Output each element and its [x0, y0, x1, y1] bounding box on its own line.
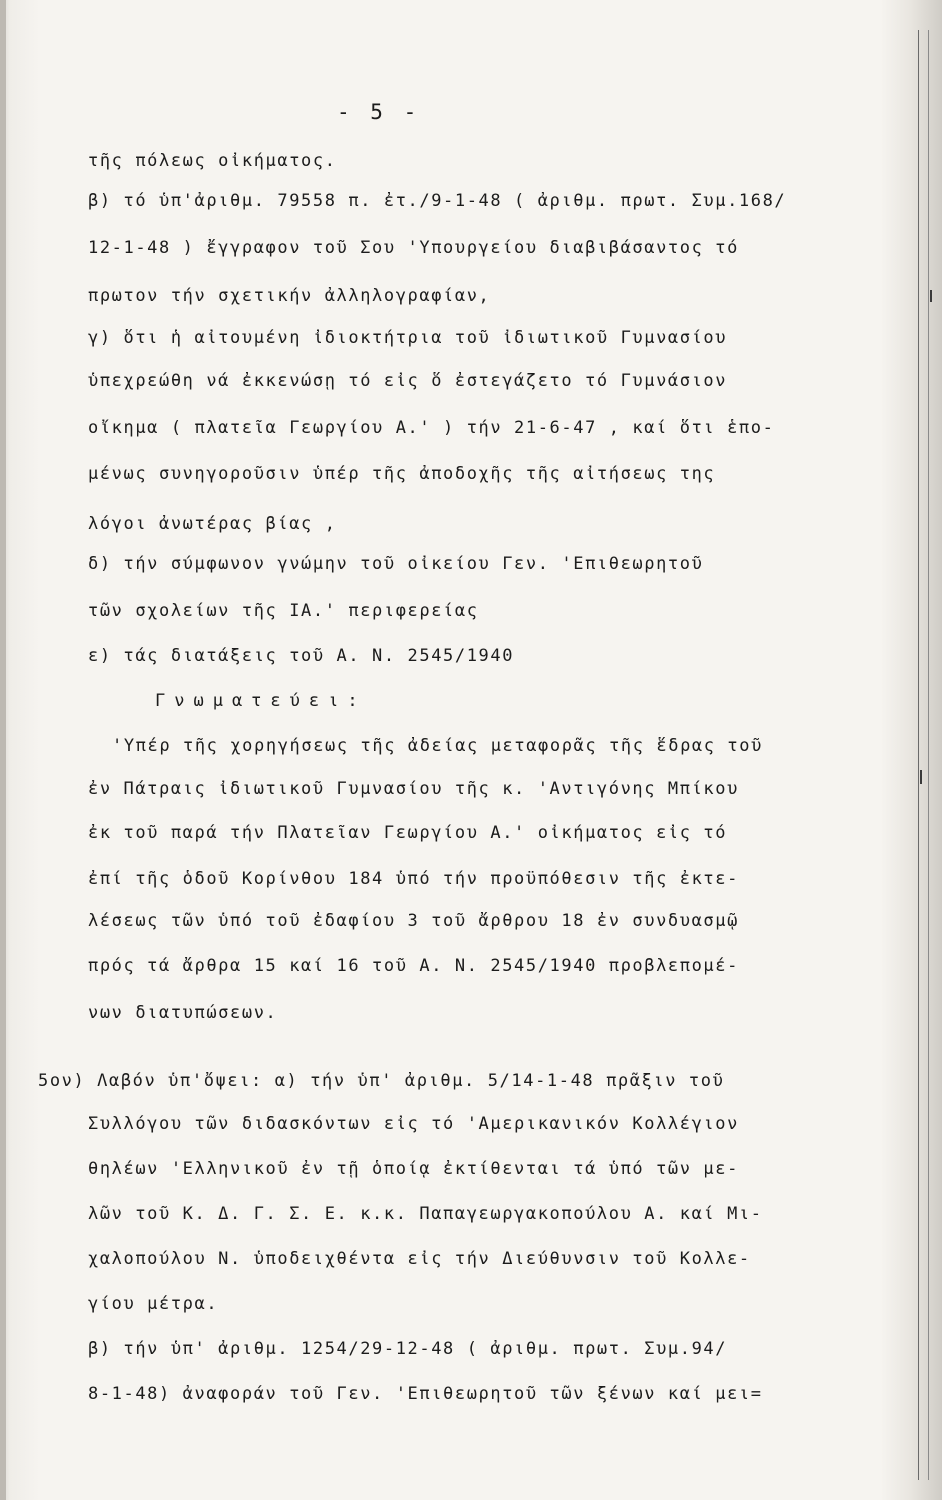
- text-line: ε) τάς διατάξεις τοῦ Α. Ν. 2545/1940: [88, 646, 515, 666]
- text-line: χαλοπούλου Ν. ὑποδειχθέντα εἰς τήν Διεύθυνσιν τοῦ Κολλε-: [88, 1249, 751, 1269]
- text-line: β) τήν ὑπ' ἀριθμ. 1254/29-12-48 ( ἀριθμ. πρωτ. Συμ.94/: [88, 1339, 728, 1359]
- text-line: 'Υπέρ τῆς χορηγήσεως τῆς ἀδείας μεταφορᾶς τῆς ἕδρας τοῦ: [112, 736, 763, 756]
- text-line: τῆς πόλεως οἰκήματος.: [88, 151, 337, 171]
- page-right-border-2: [928, 30, 929, 1480]
- text-line: λῶν τοῦ Κ. Δ. Γ. Σ. Ε. κ.κ. Παπαγεωργακοπούλου Α. καί Μι-: [88, 1204, 763, 1224]
- text-line: μένως συνηγοροῦσιν ὑπέρ τῆς ἀποδοχῆς τῆς αἰτήσεως της: [88, 464, 716, 484]
- margin-mark: [930, 290, 932, 302]
- text-line: δ) τήν σύμφωνον γνώμην τοῦ οἰκείου Γεν. 'Επιθεωρητοῦ: [88, 554, 704, 574]
- text-line: ἐν Πάτραις ἰδιωτικοῦ Γυμνασίου τῆς κ. 'Αντιγόνης Μπίκου: [88, 779, 739, 799]
- margin-mark: [920, 770, 922, 784]
- item-line: 5ον) Λαβόν ὑπ'ὄψει: α) τήν ὑπ' ἀριθμ. 5/14-1-48 πρᾶξιν τοῦ: [38, 1071, 725, 1091]
- text-line: νων διατυπώσεων.: [88, 1003, 278, 1023]
- text-line: Συλλόγου τῶν διδασκόντων εἰς τό 'Αμερικανικόν Κολλέγιον: [88, 1114, 739, 1134]
- text-line: β) τό ὑπ'ἀριθμ. 79558 π. ἐτ./9-1-48 ( ἀριθμ. πρωτ. Συμ.168/: [88, 191, 787, 211]
- text-line: πρός τά ἄρθρα 15 καί 16 τοῦ Α. Ν. 2545/1940 προβλεπομέ-: [88, 956, 739, 976]
- text-line: θηλέων 'Ελληνικοῦ ἐν τῇ ὁποίᾳ ἐκτίθενται τά ὑπό τῶν με-: [88, 1159, 739, 1179]
- text-line: 12-1-48 ) ἔγγραφον τοῦ Σου 'Υπουργείου διαβιβάσαντος τό: [88, 238, 739, 258]
- text-line: ἐκ τοῦ παρά τήν Πλατεῖαν Γεωργίου Α.' οἰκήματος εἰς τό: [88, 823, 728, 843]
- text-line: ὑπεχρεώθη νά ἐκκενώσῃ τό εἰς ὅ ἐστεγάζετο τό Γυμνάσιον: [88, 371, 728, 391]
- page-left-shadow: [0, 0, 6, 1500]
- text-line: γ) ὅτι ἡ αἰτουμένη ἰδιοκτήτρια τοῦ ἰδιωτικοῦ Γυμνασίου: [88, 328, 728, 348]
- text-line: πρωτον τήν σχετικήν ἀλληλογραφίαν,: [88, 286, 491, 306]
- page-right-border: [918, 30, 919, 1480]
- section-heading: Γνωματεύει:: [155, 691, 367, 711]
- page-number: - 5 -: [337, 100, 421, 124]
- text-line: λέσεως τῶν ὑπό τοῦ ἐδαφίου 3 τοῦ ἄρθρου 18 ἐν συνδυασμῷ: [88, 911, 739, 931]
- text-line: τῶν σχολείων τῆς ΙΑ.' περιφερείας: [88, 601, 479, 621]
- text-line: λόγοι ἀνωτέρας βίας ,: [88, 514, 337, 534]
- text-line: οἴκημα ( πλατεῖα Γεωργίου Α.' ) τήν 21-6-47 , καί ὅτι ἑπο-: [88, 418, 775, 438]
- text-line: 8-1-48) ἀναφοράν τοῦ Γεν. 'Επιθεωρητοῦ τῶν ξένων καί μει=: [88, 1384, 763, 1404]
- text-line: γίου μέτρα.: [88, 1294, 219, 1314]
- text-line: ἐπί τῆς ὁδοῦ Κορίνθου 184 ὑπό τήν προϋπόθεσιν τῆς ἐκτε-: [88, 869, 739, 889]
